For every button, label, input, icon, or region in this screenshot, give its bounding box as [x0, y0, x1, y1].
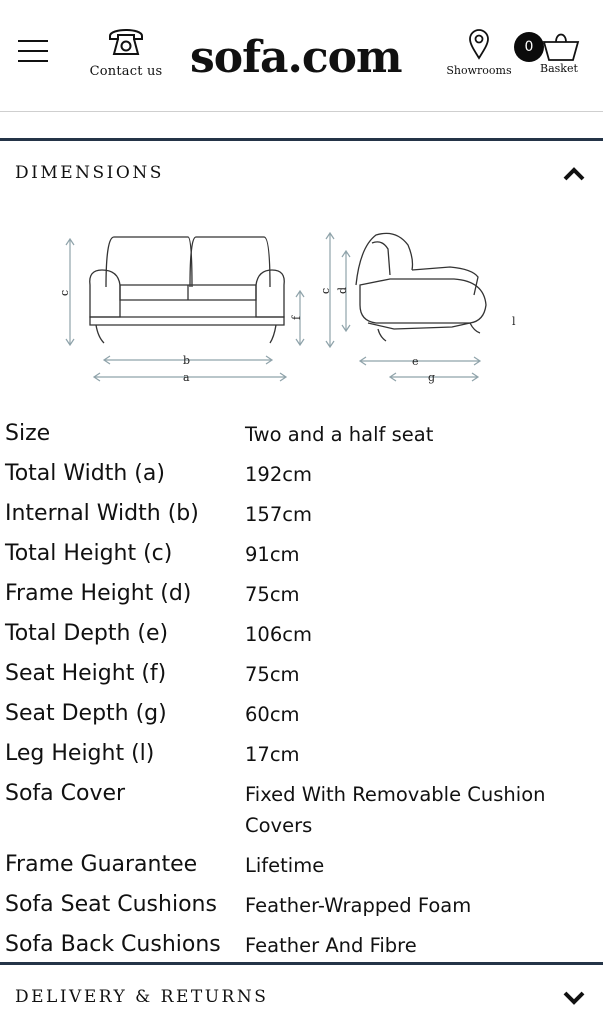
dimension-value: Feather And Fibre	[245, 933, 417, 957]
delivery-returns-title: DELIVERY & RETURNS	[15, 987, 269, 1007]
dimension-label: Total Width (a)	[5, 461, 165, 486]
showrooms-label: Showrooms	[446, 64, 512, 77]
dimension-label: Frame Guarantee	[5, 852, 198, 877]
dimension-row	[5, 454, 595, 494]
dimension-label: Seat Height (f)	[5, 661, 167, 686]
dimensions-table	[5, 414, 595, 965]
dimension-row	[5, 654, 595, 694]
dimension-value: Two and a half seat	[245, 422, 434, 446]
diagram-label-g: g	[428, 371, 436, 384]
dimension-row	[5, 845, 595, 885]
dimension-label: Sofa Seat Cushions	[5, 892, 217, 917]
dimension-row	[5, 534, 595, 574]
dimension-value: 157cm	[245, 502, 312, 526]
dimension-value: 17cm	[245, 742, 300, 766]
dimension-value: 192cm	[245, 462, 312, 486]
dimensions-title: DIMENSIONS	[15, 163, 164, 183]
dimension-label: Leg Height (l)	[5, 741, 155, 766]
dimension-value: 75cm	[245, 662, 300, 686]
hamburger-menu-icon[interactable]	[18, 38, 50, 64]
site-logo[interactable]: sofa.com	[190, 32, 402, 83]
dimension-label: Total Height (c)	[5, 541, 173, 566]
delivery-returns-accordion-header[interactable]	[0, 965, 603, 1029]
dimension-value: 75cm	[245, 582, 300, 606]
dimension-value: 60cm	[245, 702, 300, 726]
basket-label: Basket	[540, 62, 578, 75]
dimension-value: Fixed With Removable Cushion Covers	[245, 782, 546, 837]
diagram-label-c: c	[58, 289, 71, 296]
dimension-label: Frame Height (d)	[5, 581, 192, 606]
dimension-row	[5, 494, 595, 534]
dimension-row	[5, 885, 595, 925]
dimension-row	[5, 614, 595, 654]
dimension-label: Total Depth (e)	[5, 621, 169, 646]
dimension-label: Internal Width (b)	[5, 501, 199, 526]
dimension-value: 106cm	[245, 622, 312, 646]
sofa-dimensions-diagram	[60, 225, 530, 400]
location-pin-icon	[468, 28, 490, 60]
showrooms-link[interactable]	[444, 28, 514, 77]
dimension-row	[5, 574, 595, 614]
contact-us-label: Contact us	[89, 64, 163, 79]
chevron-down-icon	[563, 991, 585, 1005]
dimension-value: Feather-Wrapped Foam	[245, 893, 472, 917]
basket-link[interactable]	[512, 24, 582, 84]
dimension-value: 91cm	[245, 542, 300, 566]
basket-icon	[542, 30, 580, 62]
dimension-row	[5, 694, 595, 734]
diagram-label-b: b	[183, 354, 191, 367]
dimension-row	[5, 774, 595, 845]
dimension-label: Size	[5, 421, 51, 446]
header-divider	[0, 111, 603, 112]
site-header	[0, 0, 603, 112]
diagram-label-l: l	[512, 315, 516, 328]
contact-us-link[interactable]	[88, 24, 164, 79]
dimension-row	[5, 925, 595, 965]
phone-icon	[106, 24, 146, 58]
chevron-up-icon	[563, 167, 585, 181]
diagram-label-f: f	[290, 315, 303, 320]
basket-count-badge: 0	[514, 32, 544, 62]
diagram-label-e: e	[412, 355, 419, 368]
dimension-row	[5, 734, 595, 774]
dimension-label: Seat Depth (g)	[5, 701, 167, 726]
dimension-row	[5, 414, 595, 454]
dimension-label: Sofa Cover	[5, 781, 126, 806]
dimensions-accordion-header[interactable]	[0, 141, 603, 205]
dimension-value: Lifetime	[245, 853, 325, 877]
diagram-label-side-c: c	[319, 287, 332, 294]
dimension-label: Sofa Back Cushions	[5, 932, 221, 957]
diagram-label-d: d	[336, 286, 349, 294]
diagram-label-a: a	[183, 371, 190, 384]
